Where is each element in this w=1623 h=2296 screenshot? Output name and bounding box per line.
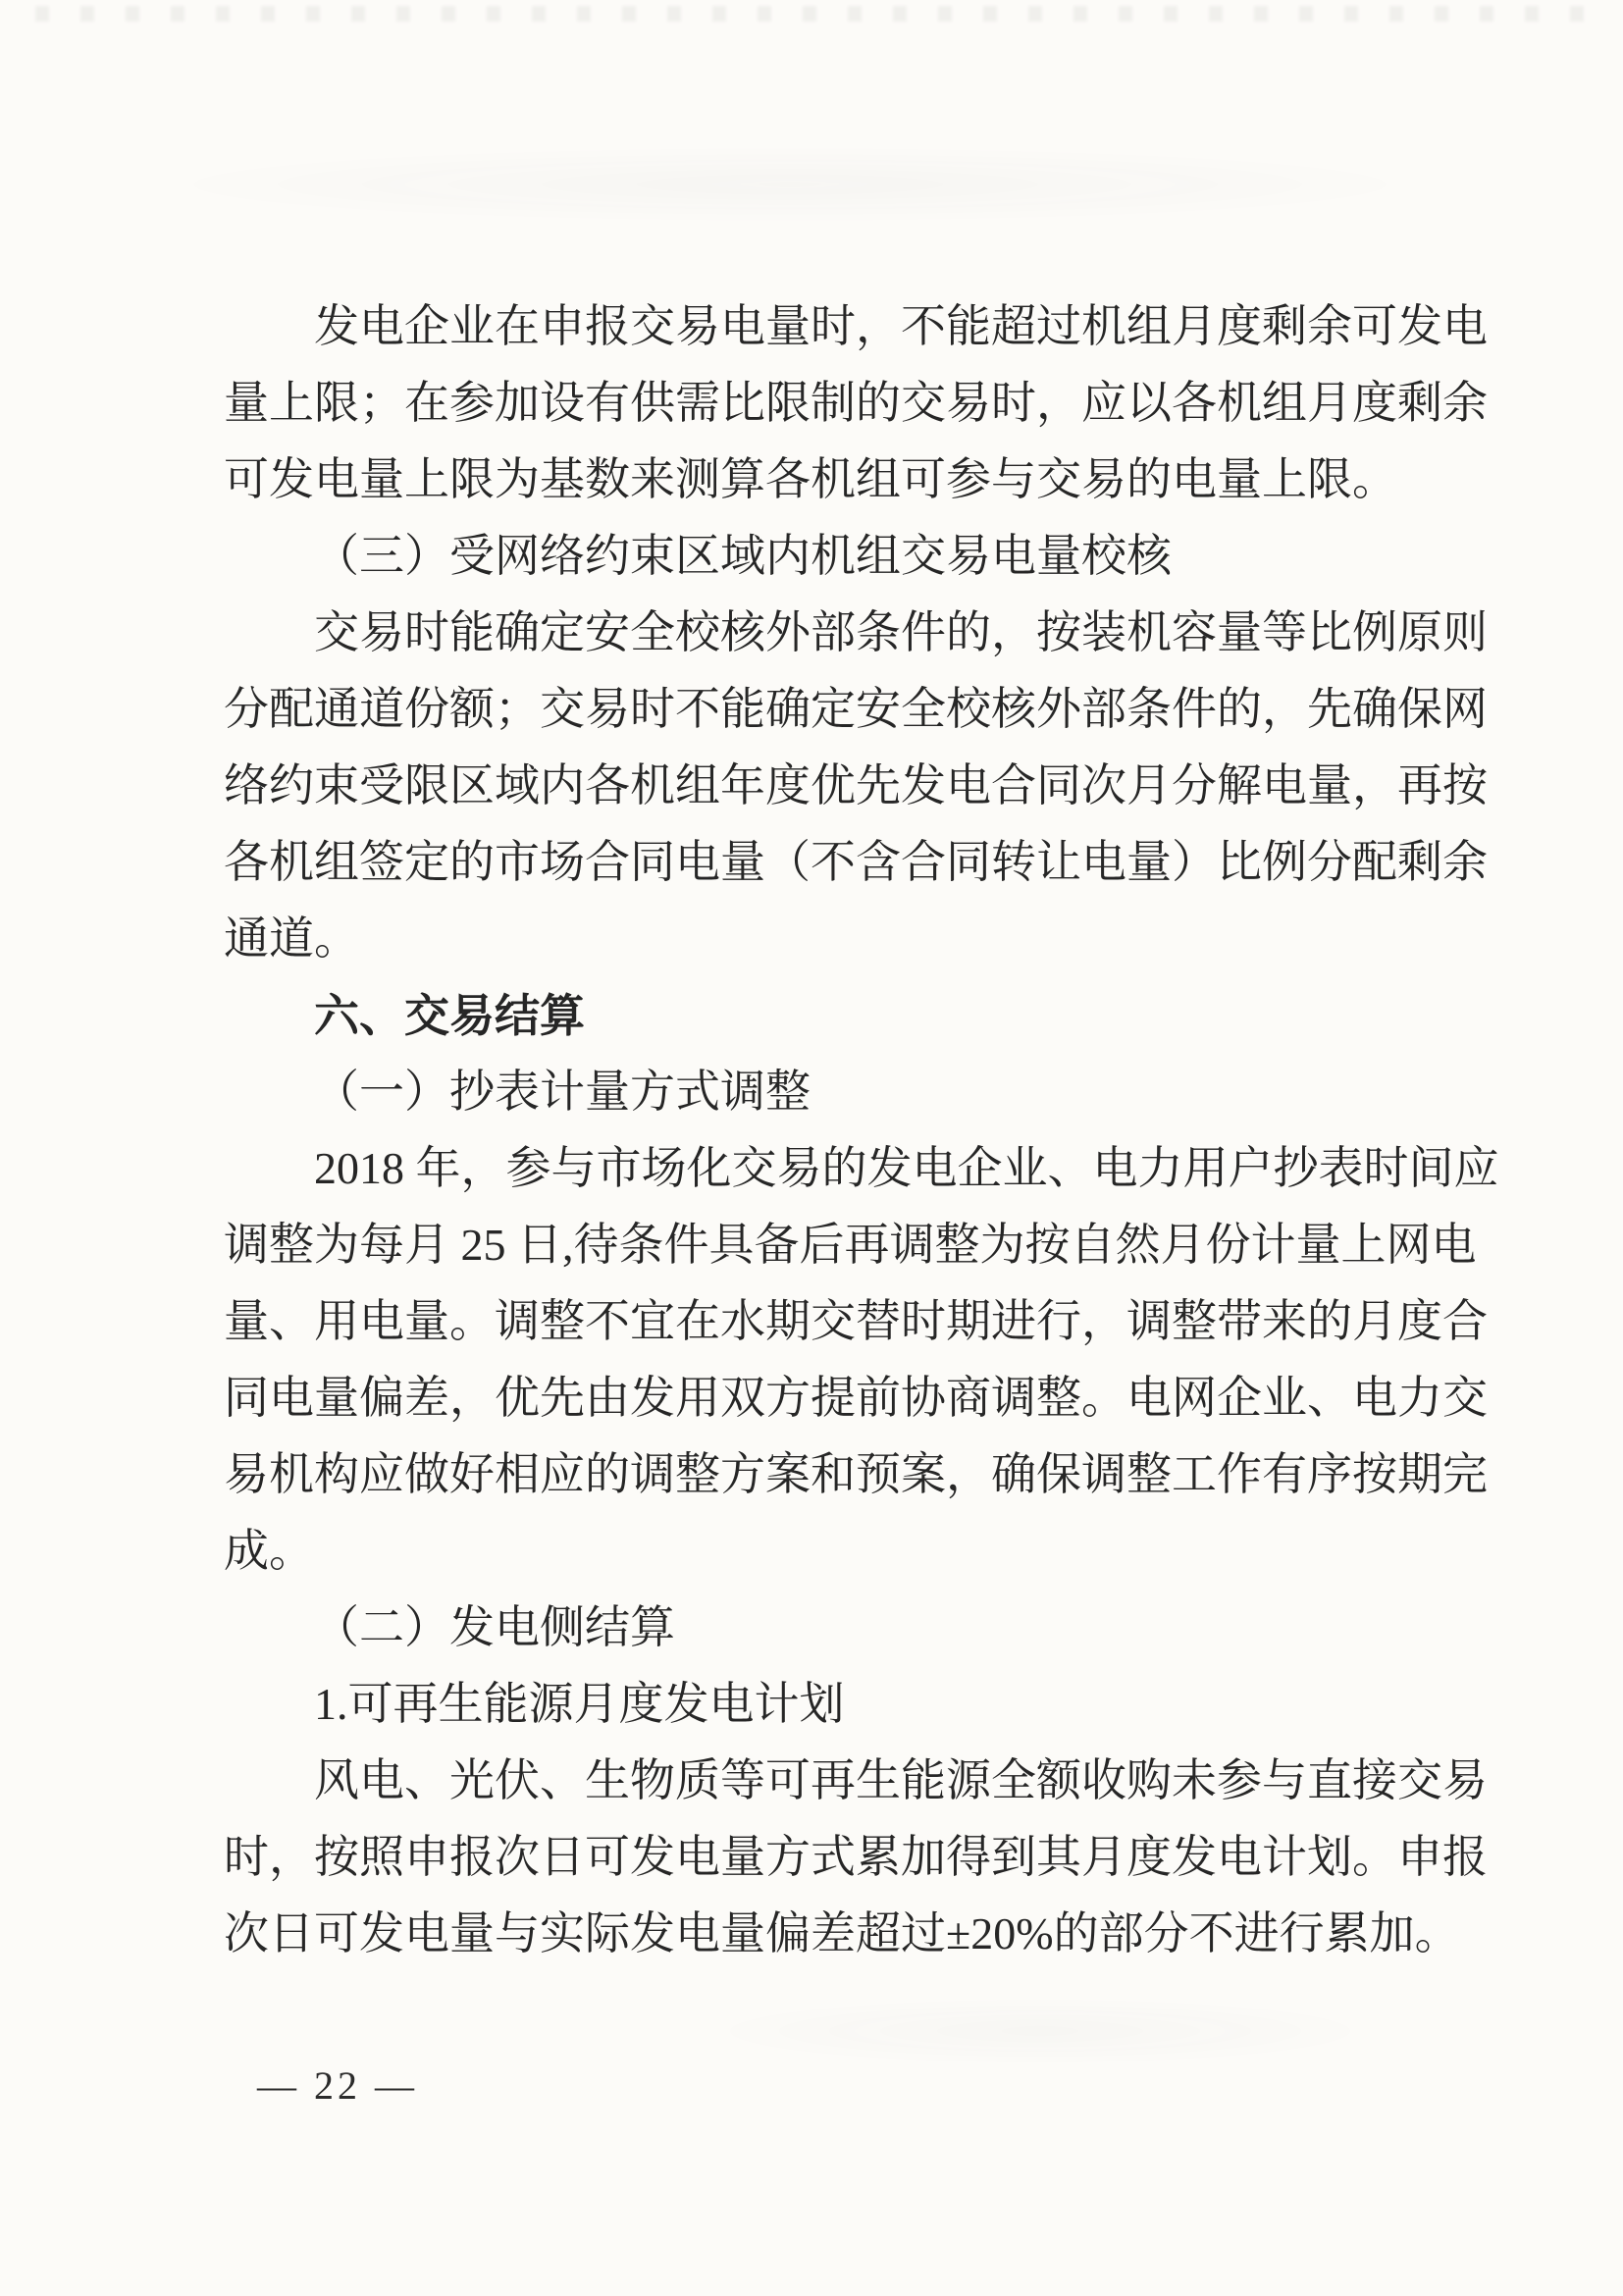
body-line: 发电企业在申报交易电量时，不能超过机组月度剩余可发电 bbox=[314, 301, 1488, 351]
body-line: 分配通道份额；交易时不能确定安全校核外部条件的，先确保网 bbox=[224, 684, 1488, 734]
body-line: 各机组签定的市场合同电量（不含合同转让电量）比例分配剩余 bbox=[224, 837, 1488, 887]
body-line: 风电、光伏、生物质等可再生能源全额收购未参与直接交易 bbox=[314, 1755, 1488, 1805]
subsection-heading-1: （一）抄表计量方式调整 bbox=[314, 1067, 811, 1117]
scan-artifact-smudge bbox=[667, 1997, 1413, 2065]
body-line: 量、用电量。调整不宜在水期交替时期进行，调整带来的月度合 bbox=[224, 1296, 1488, 1346]
body-line: 成。 bbox=[224, 1526, 314, 1576]
subsection-heading-2: （二）发电侧结算 bbox=[314, 1602, 675, 1652]
page-content bbox=[224, 288, 1499, 1972]
subsection-heading-3: （三）受网络约束区域内机组交易电量校核 bbox=[314, 531, 1172, 581]
body-line: 次日可发电量与实际发电量偏差超过±20%的部分不进行累加。 bbox=[224, 1908, 1460, 1958]
body-line: 量上限；在参加设有供需比限制的交易时，应以各机组月度剩余 bbox=[224, 378, 1488, 428]
body-line: 时，按照申报次日可发电量方式累加得到其月度发电计划。申报 bbox=[224, 1832, 1488, 1882]
chapter-heading-6: 六、交易结算 bbox=[314, 990, 585, 1041]
page-number: — 22 — bbox=[257, 2063, 418, 2108]
scan-artifact-band bbox=[88, 145, 1492, 224]
body-line: 络约束受限区域内各机组年度优先发电合同次月分解电量，再按 bbox=[224, 760, 1488, 810]
body-line: 通道。 bbox=[224, 913, 359, 964]
body-line: 同电量偏差，优先由发用双方提前协商调整。电网企业、电力交 bbox=[224, 1373, 1488, 1423]
body-line: 易机构应做好相应的调整方案和预案，确保调整工作有序按期完 bbox=[224, 1449, 1488, 1499]
body-line: 2018 年，参与市场化交易的发电企业、电力用户抄表时间应 bbox=[314, 1143, 1499, 1193]
body-line: 可发电量上限为基数来测算各机组可参与交易的电量上限。 bbox=[224, 454, 1397, 504]
body-line: 交易时能确定安全校核外部条件的，按装机容量等比例原则 bbox=[314, 607, 1488, 657]
scan-artifact-top bbox=[35, 6, 1586, 22]
body-line: 调整为每月 25 日,待条件具备后再调整为按自然月份计量上网电 bbox=[224, 1220, 1477, 1270]
numbered-item-heading: 1.可再生能源月度发电计划 bbox=[314, 1679, 845, 1729]
